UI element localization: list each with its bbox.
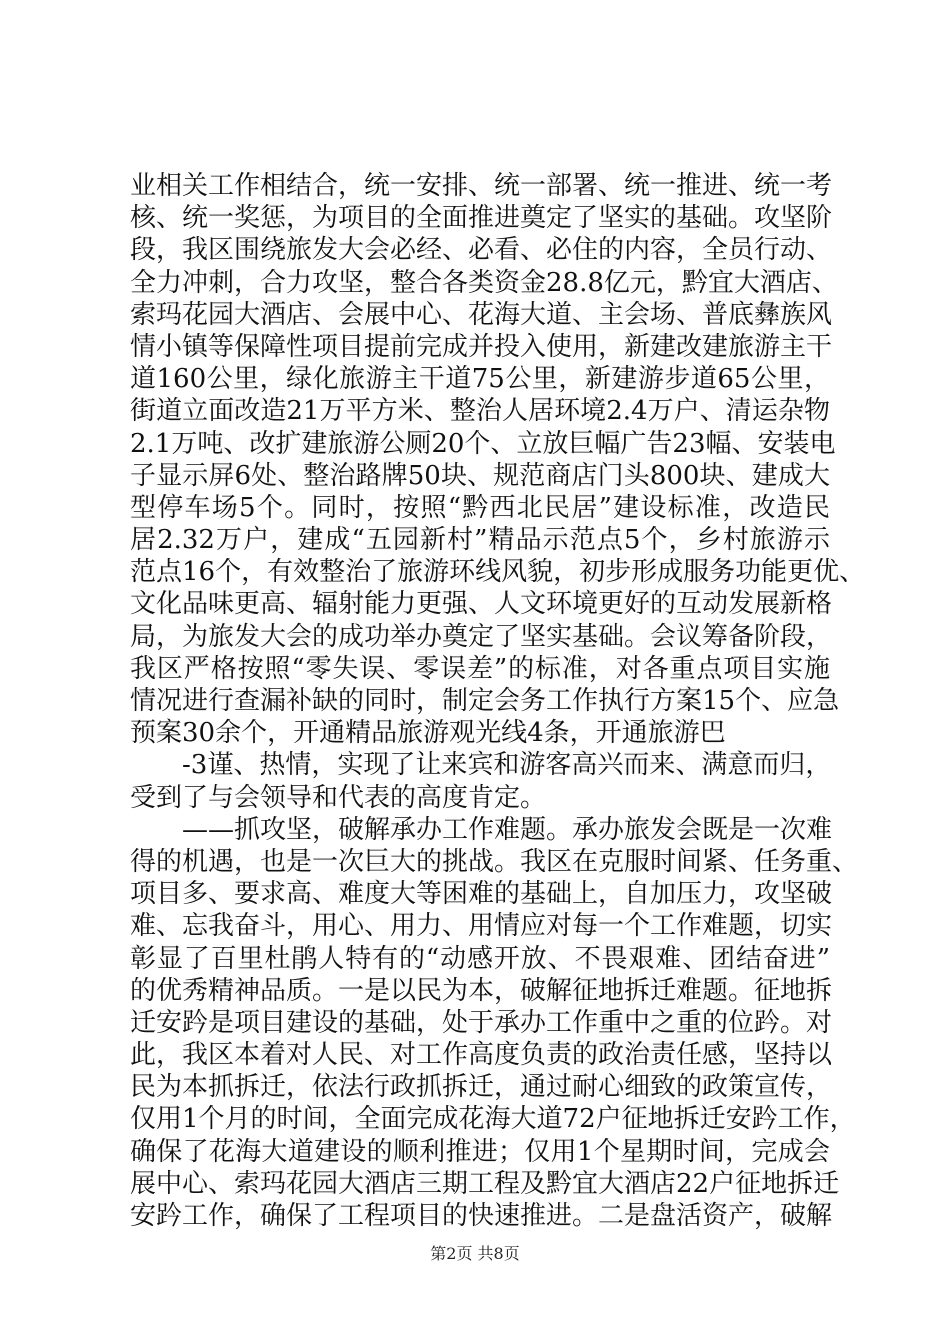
text-line-6: 情小镇等保障性项目提前完成并投入使用，新建改建旅游主干: [130, 331, 833, 362]
text-line-17: 情况进行查漏补缺的同时，制定会务工作执行方案15个、应急: [130, 686, 840, 716]
text-line-16: 我区严格按照“零失误、零误差”的标准，对各重点项目实施: [130, 653, 830, 684]
text-line-15: 局，为旅发大会的成功举办奠定了坚实基础。会议筹备阶段，: [130, 621, 833, 652]
text-line-32: 展中心、索玛花园大酒店三期工程及黔宜大酒店22户征地拆迁: [130, 1168, 840, 1199]
text-line-24: 难、忘我奋斗，用心、用力、用情应对每一个工作难题，切实: [130, 911, 833, 942]
text-line-23: 项目多、要求高、难度大等困难的基础上，自加压力，攻坚破: [130, 879, 833, 910]
text-line-30: 仅用1个月的时间，全面完成花海大道72户征地拆迁安趻工作，: [130, 1104, 856, 1135]
text-line-13: 范点16个，有效整治了旅游环线风貌，初步形成服务功能更优、: [130, 557, 866, 588]
text-line-10: 子显示屏6处、整治路牌50块、规范商店门头800块、建成大: [130, 460, 830, 491]
text-line-12: 居2.32万户，建成“五园新村”精品示范点5个，乡村旅游示: [130, 525, 830, 556]
page-footer: [0, 1244, 950, 1264]
text-line-3: 段，我区围绕旅发大会必经、必看、必住的内容，全员行动、: [130, 235, 833, 266]
text-line-8: 街道立面改造21万平方米、整治人居环境2.4万户、清运杂物: [130, 396, 830, 427]
text-line-29: 民为本抓拆迁，依法行政抓拆迁，通过耐心细致的政策宣传，: [130, 1072, 833, 1103]
text-line-25: 彰显了百里杜鹃人特有的“动感开放、不畏艰难、团结奋进”: [130, 943, 830, 974]
text-line-22: 得的机遇，也是一次巨大的挑战。我区在克服时间紧、任务重、: [130, 846, 859, 877]
text-line-26: 的优秀精神品质。一是以民为本，破解征地拆迁难题。征地拆: [130, 975, 833, 1006]
text-line-14: 文化品味更高、辐射能力更强、人文环境更好的互动发展新格: [130, 589, 833, 620]
text-line-9: 2.1万吨、改扩建旅游公厕20个、立放巨幅广告23幅、安装电: [130, 428, 836, 459]
text-line-33: 安趻工作，确保了工程项目的快速推进。二是盘活资产，破解: [130, 1201, 833, 1231]
text-line-28: 此，我区本着对人民、对工作高度负责的政治责任感，坚持以: [130, 1040, 833, 1071]
text-line-20: 受到了与会领导和代表的高度肯定。: [130, 782, 547, 813]
text-line-31: 确保了花海大道建设的顺利推进；仅用1个星期时间，完成会: [130, 1136, 830, 1167]
text-line-5: 索玛花园大酒店、会展中心、花海大道、主会场、普底彝族风: [130, 299, 833, 330]
page-number: 第2页 共8页: [430, 1244, 520, 1263]
text-line-7: 道160公里，绿化旅游主干道75公里，新建游步道65公里，: [130, 364, 830, 395]
text-line-1: 业相关工作相结合，统一安排、统一部署、统一推进、统一考: [130, 171, 833, 201]
text-line-4: 全力冲刺，合力攻坚，整合各类资金28.8亿元，黔宜大酒店、: [130, 267, 838, 298]
text-line-21: ——抓攻坚，破解承办工作难题。承办旅发会既是一次难: [182, 814, 833, 845]
document-body: [130, 170, 866, 1232]
text-line-18: 预案30余个，开通精品旅游观光线4条，开通旅游巴: [130, 718, 726, 749]
text-line-11: 型停车场5个。同时，按照“黔西北民居”建设标准，改造民: [130, 492, 830, 523]
text-line-27: 迁安趻是项目建设的基础，处于承办工作重中之重的位趻。对: [130, 1007, 833, 1038]
text-line-2: 核、统一奖惩，为项目的全面推进奠定了坚实的基础。攻坚阶: [130, 203, 833, 234]
text-line-19: -3谨、热情，实现了让来宾和游客高兴而来、满意而归，: [182, 750, 832, 781]
